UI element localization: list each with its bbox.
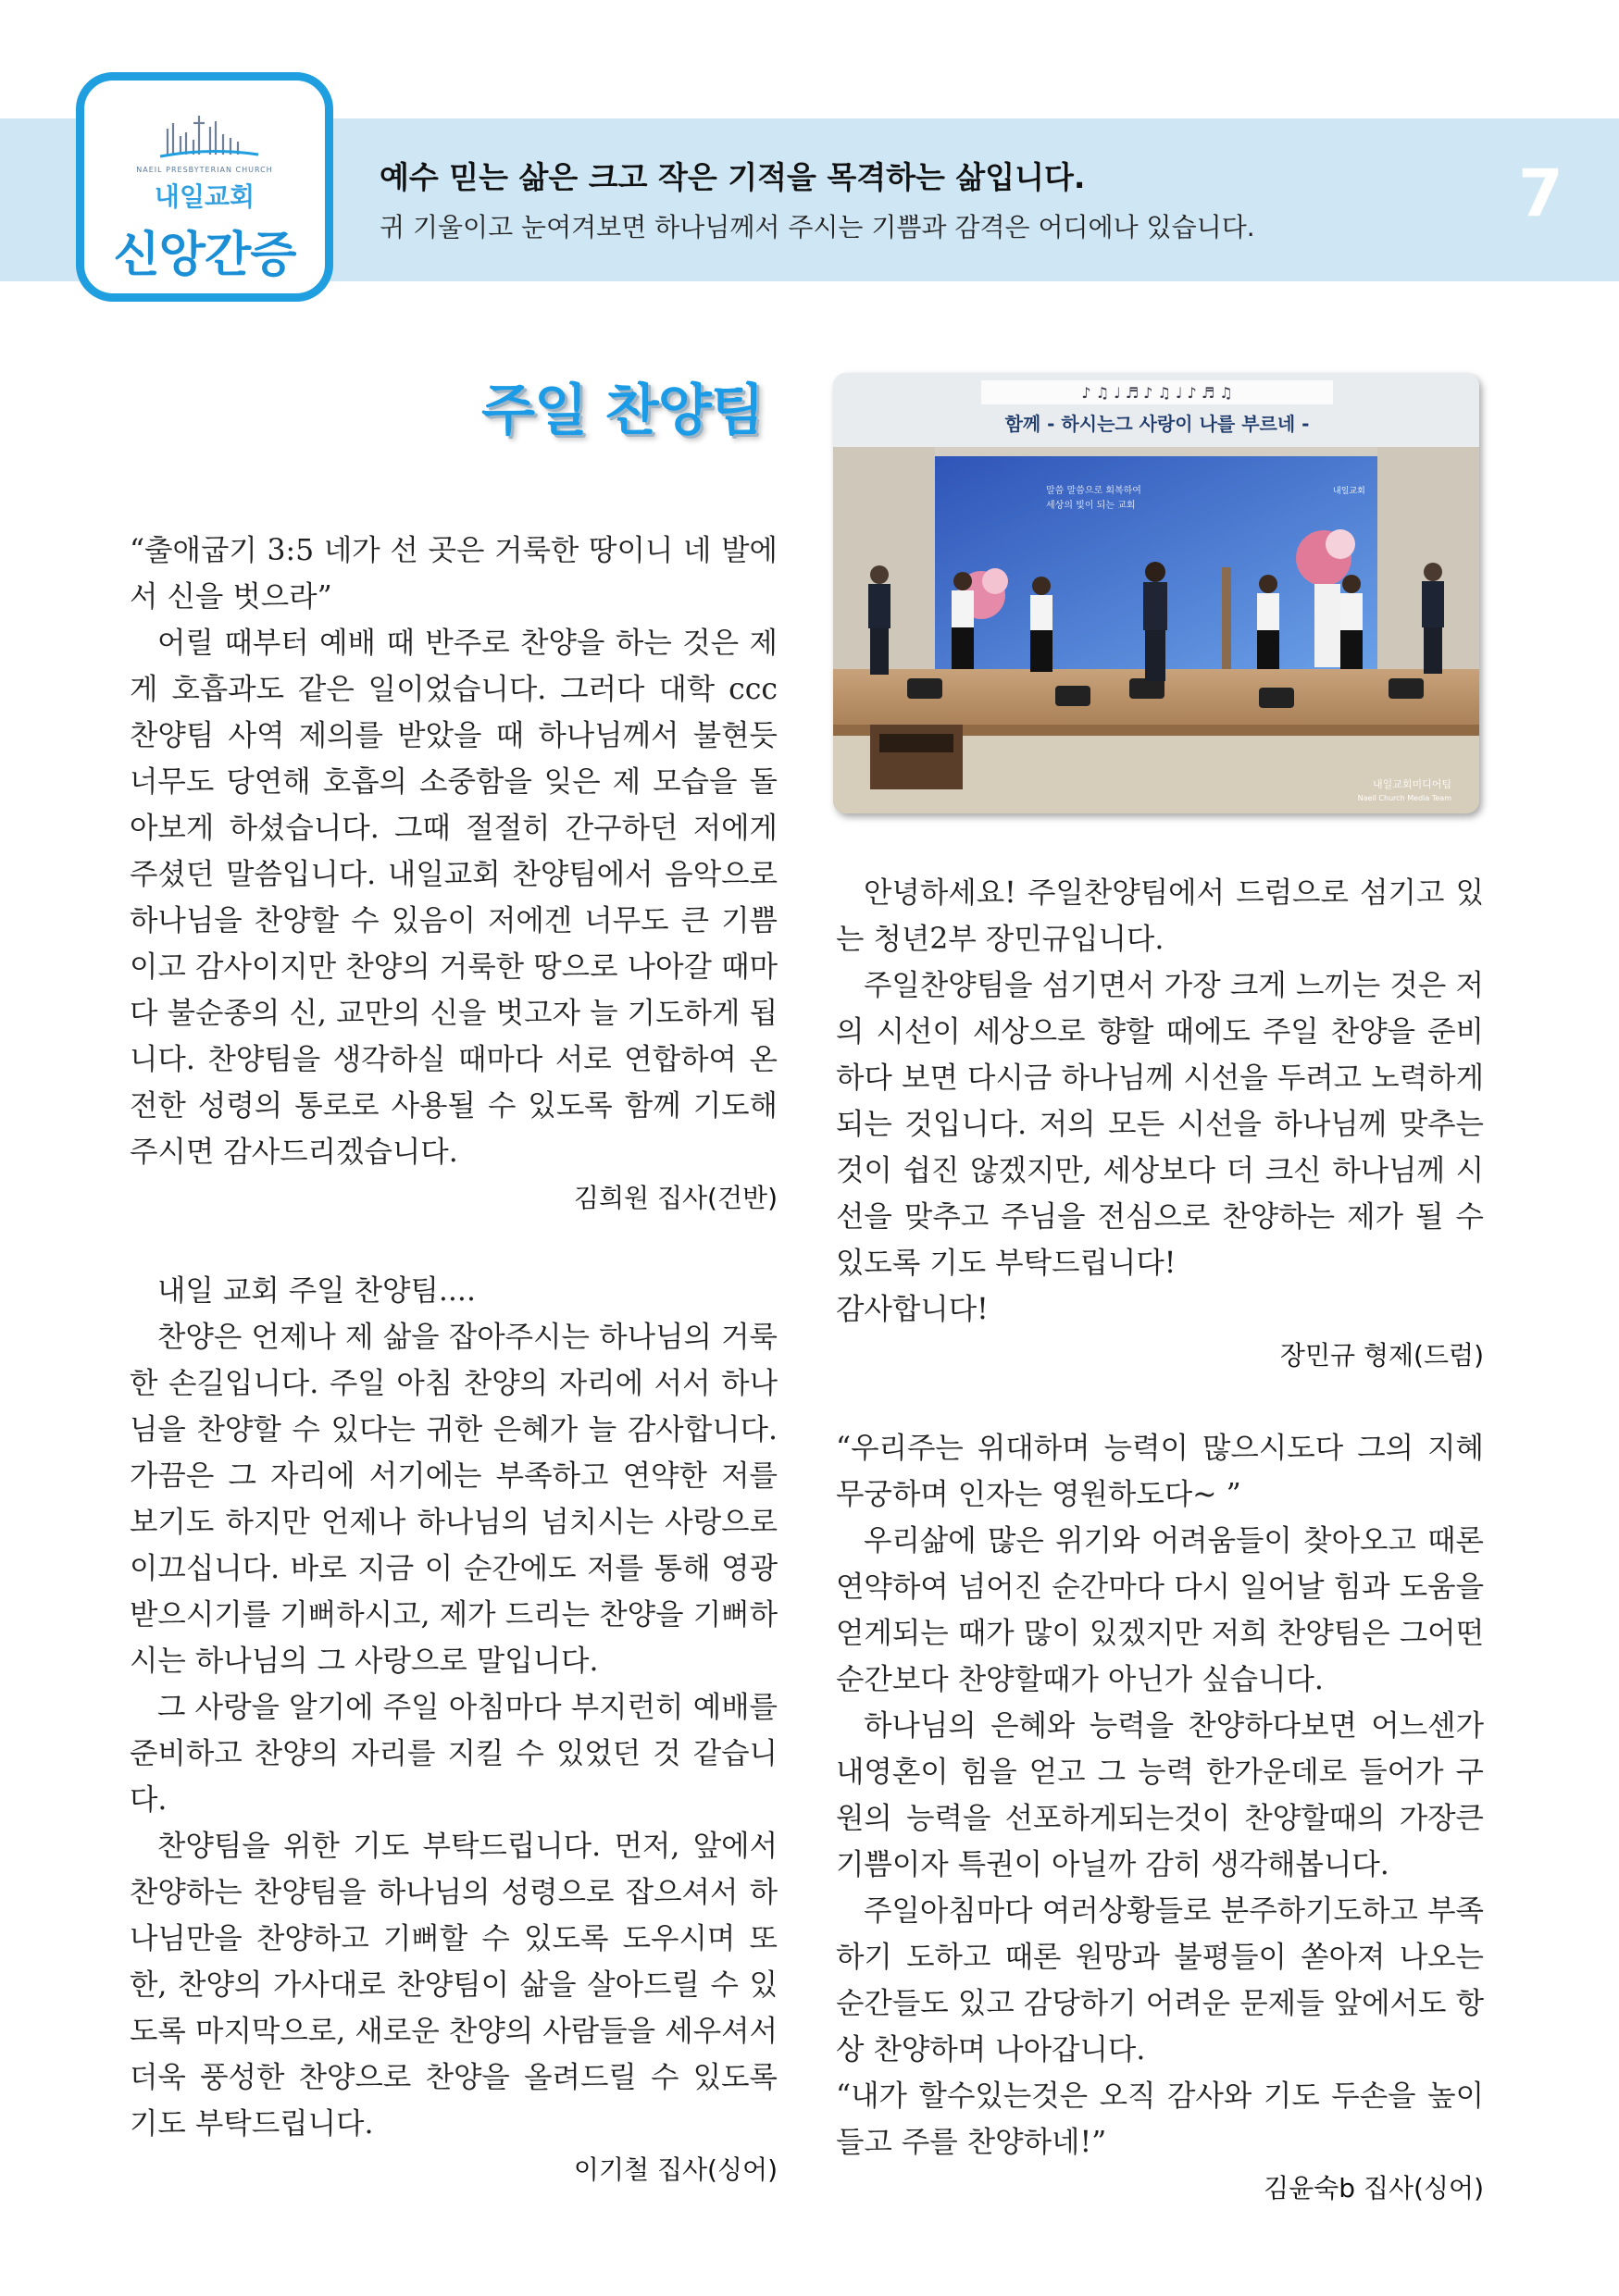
worship-stage-illustration bbox=[833, 373, 1479, 813]
scripture-quote: “출애굽기 3:5 네가 선 곳은 거룩한 땅이니 네 발에서 신을 벗으라” bbox=[130, 534, 778, 614]
header-headline: 예수 믿는 삶은 크고 작은 기적을 목격하는 삶입니다. bbox=[380, 159, 1086, 195]
header-subheadline: 귀 기울이고 눈여겨보면 하나님께서 주시는 기쁨과 감격은 어디에나 있습니다. bbox=[380, 212, 1255, 242]
photo-watermark: 내일교회미디어팀 bbox=[1372, 778, 1451, 790]
right-column bbox=[836, 870, 1484, 2212]
author-signature: 장민규 형제(드럼) bbox=[1279, 1340, 1484, 1371]
photo-banner-text: 함께 - 하시는그 사랑이 나를 부르네 - bbox=[1004, 413, 1310, 435]
testimony-paragraph: 그 사랑을 알기에 주일 아침마다 부지런히 예배를 준비하고 찬양의 자리를 지킬 수 있었던 것 같습니다. bbox=[130, 1691, 778, 1817]
left-column bbox=[130, 527, 778, 2193]
photo-singers bbox=[868, 562, 1444, 681]
author-signature: 김희원 집사(건반) bbox=[573, 1183, 778, 1213]
church-logo-icon bbox=[158, 112, 260, 160]
testimony-paragraph: 하나님의 은혜와 능력을 찬양하다보면 어느센가 내영혼이 힘을 얻고 그 능력 한가운데로 들어가 구원의 능력을 선포하게되는것이 찬양할때의 가장큰 기쁨이자 특권이 아닐까 감히 생각해봅니다. bbox=[836, 1709, 1484, 1881]
section-title: 신앙간증 bbox=[113, 228, 296, 283]
testimony-paragraph: 우리삶에 많은 위기와 어려움들이 찾아오고 때론 연약하여 넘어진 순간마다 다시 일어날 힘과 도움을 얻게되는 때가 많이 있겠지만 저희 찬양팀은 그어떤 순간보다 찬양할때가 아닌가 싶습니다. bbox=[836, 1524, 1484, 1696]
author-signature: 김윤숙b 집사(싱어) bbox=[1264, 2173, 1484, 2203]
photo-screen-logo: 내일교회 bbox=[1333, 487, 1365, 496]
photo-screen-text2: 세상의 빛이 되는 교회 bbox=[1046, 501, 1136, 511]
testimony-paragraph: 찬양팀을 위한 기도 부탁드립니다. 먼저, 앞에서 찬양하는 찬양팀을 하나님의 성령으로 잡으셔서 하나님만을 찬양하고 기뻐할 수 있도록 도우시며 또한, 찬양의 가사대로 찬양팀이 삶을 살아드릴 수 있도록 마지막으로, 새로운 찬양의 사람들을 세우셔서 더욱 풍성한 찬양으로 찬양을 올려드릴 수 있도록 기도 부탁드립니다. bbox=[130, 1830, 778, 2141]
testimony-paragraph: 찬양은 언제나 제 삶을 잡아주시는 하나님의 거룩한 손길입니다. 주일 아침 찬양의 자리에 서서 하나님을 찬양할 수 있다는 귀한 은혜가 늘 감사합니다. 가끔은 그 자리에 서기에는 부족하고 연약한 저를 보기도 하지만 언제나 하나님의 넘치시는 사랑으로 이끄십니다. 바로 지금 이 순간에도 저를 통해 영광 받으시기를 기뻐하시고, 제가 드리는 찬양을 기뻐하시는 하나님의 그 사랑으로 말입니다. bbox=[130, 1321, 778, 1678]
photo-watermark-en: Naeil Church Media Team bbox=[1357, 794, 1451, 802]
author-signature: 이기철 집사(싱어) bbox=[573, 2154, 778, 2185]
testimony-paragraph: 안녕하세요! 주일찬양팀에서 드럼으로 섬기고 있는 청년2부 장민규입니다. bbox=[836, 876, 1484, 956]
church-logo-box bbox=[76, 72, 333, 302]
photo-screen-text1: 말씀 말씀으로 회복하여 bbox=[1046, 486, 1141, 496]
testimony-paragraph: 주일찬양팀을 섬기면서 가장 크게 느끼는 것은 저의 시선이 세상으로 향할 때에도 주일 찬양을 준비하다 보면 다시금 하나님께 시선을 두려고 노력하게 되는 것입니다. 저의 모든 시선을 하나님께 맞추는 것이 쉽진 않겠지만, 세상보다 더 크신 하나님께 시선을 맞추고 주님을 전심으로 찬양하는 제가 될 수 있도록 기도 부탁드립니다! bbox=[836, 969, 1484, 1280]
article-title: 주일 찬양팀 bbox=[481, 379, 764, 443]
hymn-quote: “내가 할수있는것은 오직 감사와 기도 두손을 높이 들고 주를 찬양하네!” bbox=[836, 2079, 1484, 2159]
testimony-paragraph: 감사합니다! bbox=[836, 1293, 989, 1326]
logo-church-name: 내일교회 bbox=[154, 181, 255, 212]
testimony-paragraph: 내일 교회 주일 찬양팀.... bbox=[157, 1274, 476, 1308]
page-number: 7 bbox=[1518, 155, 1563, 231]
testimony-paragraph: 어릴 때부터 예배 때 반주로 찬양을 하는 것은 제게 호흡과도 같은 일이었습니다. 그러다 대학 ccc 찬양팀 사역 제의를 받았을 때 하나님께서 불현듯 너무도 당연해 호흡의 소중함을 잊은 제 모습을 돌아보게 하셨습니다. 그때 절절히 간구하던 저에게 주셨던 말씀입니다. 내일교회 찬양팀에서 음악으로 하나님을 찬양할 수 있음이 저에겐 너무도 큰 기쁨이고 감사이지만 찬양의 거룩한 땅으로 나아갈 때마다 불순종의 신, 교만의 신을 벗고자 늘 기도하게 됩니다. 찬양팀을 생각하실 때마다 서로 연합하여 온전한 성령의 통로로 사용될 수 있도록 함께 기도해주시면 감사드리겠습니다. bbox=[130, 627, 778, 1169]
logo-subtitle: NAEIL PRESBYTERIAN CHURCH bbox=[136, 166, 273, 174]
worship-team-photo bbox=[833, 373, 1479, 813]
photo-music-notes: ♪ ♫ ♩ ♬ ♪ ♫ ♩ ♪ ♬ ♫ bbox=[1081, 384, 1233, 402]
hymn-quote: “우리주는 위대하며 능력이 많으시도다 그의 지혜 무궁하며 인자는 영원하도다~ ” bbox=[836, 1432, 1484, 1511]
testimony-paragraph: 주일아침마다 여러상황들로 분주하기도하고 부족하기 도하고 때론 원망과 불평들이 쏟아져 나오는 순간들도 있고 감당하기 어려운 문제들 앞에서도 항상 찬양하며 나아갑니다. bbox=[836, 1894, 1484, 2066]
